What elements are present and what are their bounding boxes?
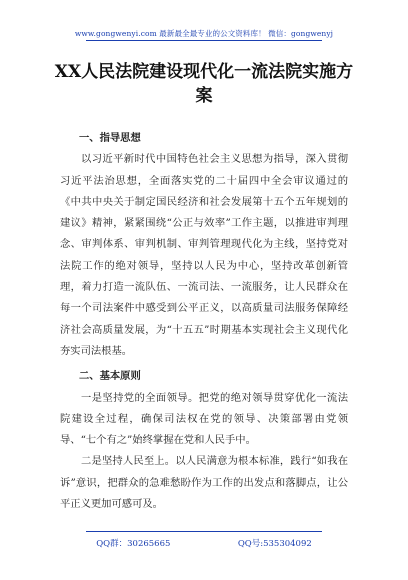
section-heading: 一、指导思想 [79, 132, 141, 144]
document-title: XX人民法院建设现代化一流法院实施方案 [54, 62, 354, 106]
body-paragraph: 二是坚持人民至上。以人民满意为根本标准，践行“如我在诉”意识，把群众的急难愁盼作为工作的出发点和落脚点，让公平正义更加可感可及。 [60, 455, 348, 511]
header-rule [86, 40, 322, 41]
footer-rule [86, 531, 322, 532]
body-paragraph: 以习近平新时代中国特色社会主义思想为指导，深入贯彻习近平法治思想，全面落实党的二十届四中全会审议通过的《中共中央关于制定国民经济和社会发展第十五个五年规划的建议》精神，紧紧围绕“公正与效率”工作主题，以推进审判理念、审判体系、审判机制、审判管理现代化为主线，坚持党对法院工作的绝对领导，坚持以人民为中心，坚持改革创新管理，着力打造一流队伍、一流司法、一流服务，让人民群众在每一个司法案件中感受到公平正义，以高质量司法服务保障经济社会高质量发展，为“十五五”时期基本实现社会主义现代化夯实司法根基。 [60, 153, 348, 357]
body-paragraph: 一是坚持党的全面领导。把党的绝对领导贯穿优化一流法院建设全过程，确保司法权在党的领导、决策部署由党领导、“七个有之”始终掌握在党和人民手中。 [60, 391, 348, 447]
header-text: www.gongwenyi.com 最新最全最专业的公文资料库！ 微信：gongwenyj [74, 29, 334, 38]
page-footer [0, 537, 408, 549]
document-body [60, 128, 348, 515]
footer-qq-number: QQ号:535304092 [237, 539, 312, 549]
section-heading: 二、基本原则 [79, 370, 141, 383]
page-header [0, 28, 408, 39]
footer-qq-group: QQ群：30265665 [96, 539, 171, 549]
